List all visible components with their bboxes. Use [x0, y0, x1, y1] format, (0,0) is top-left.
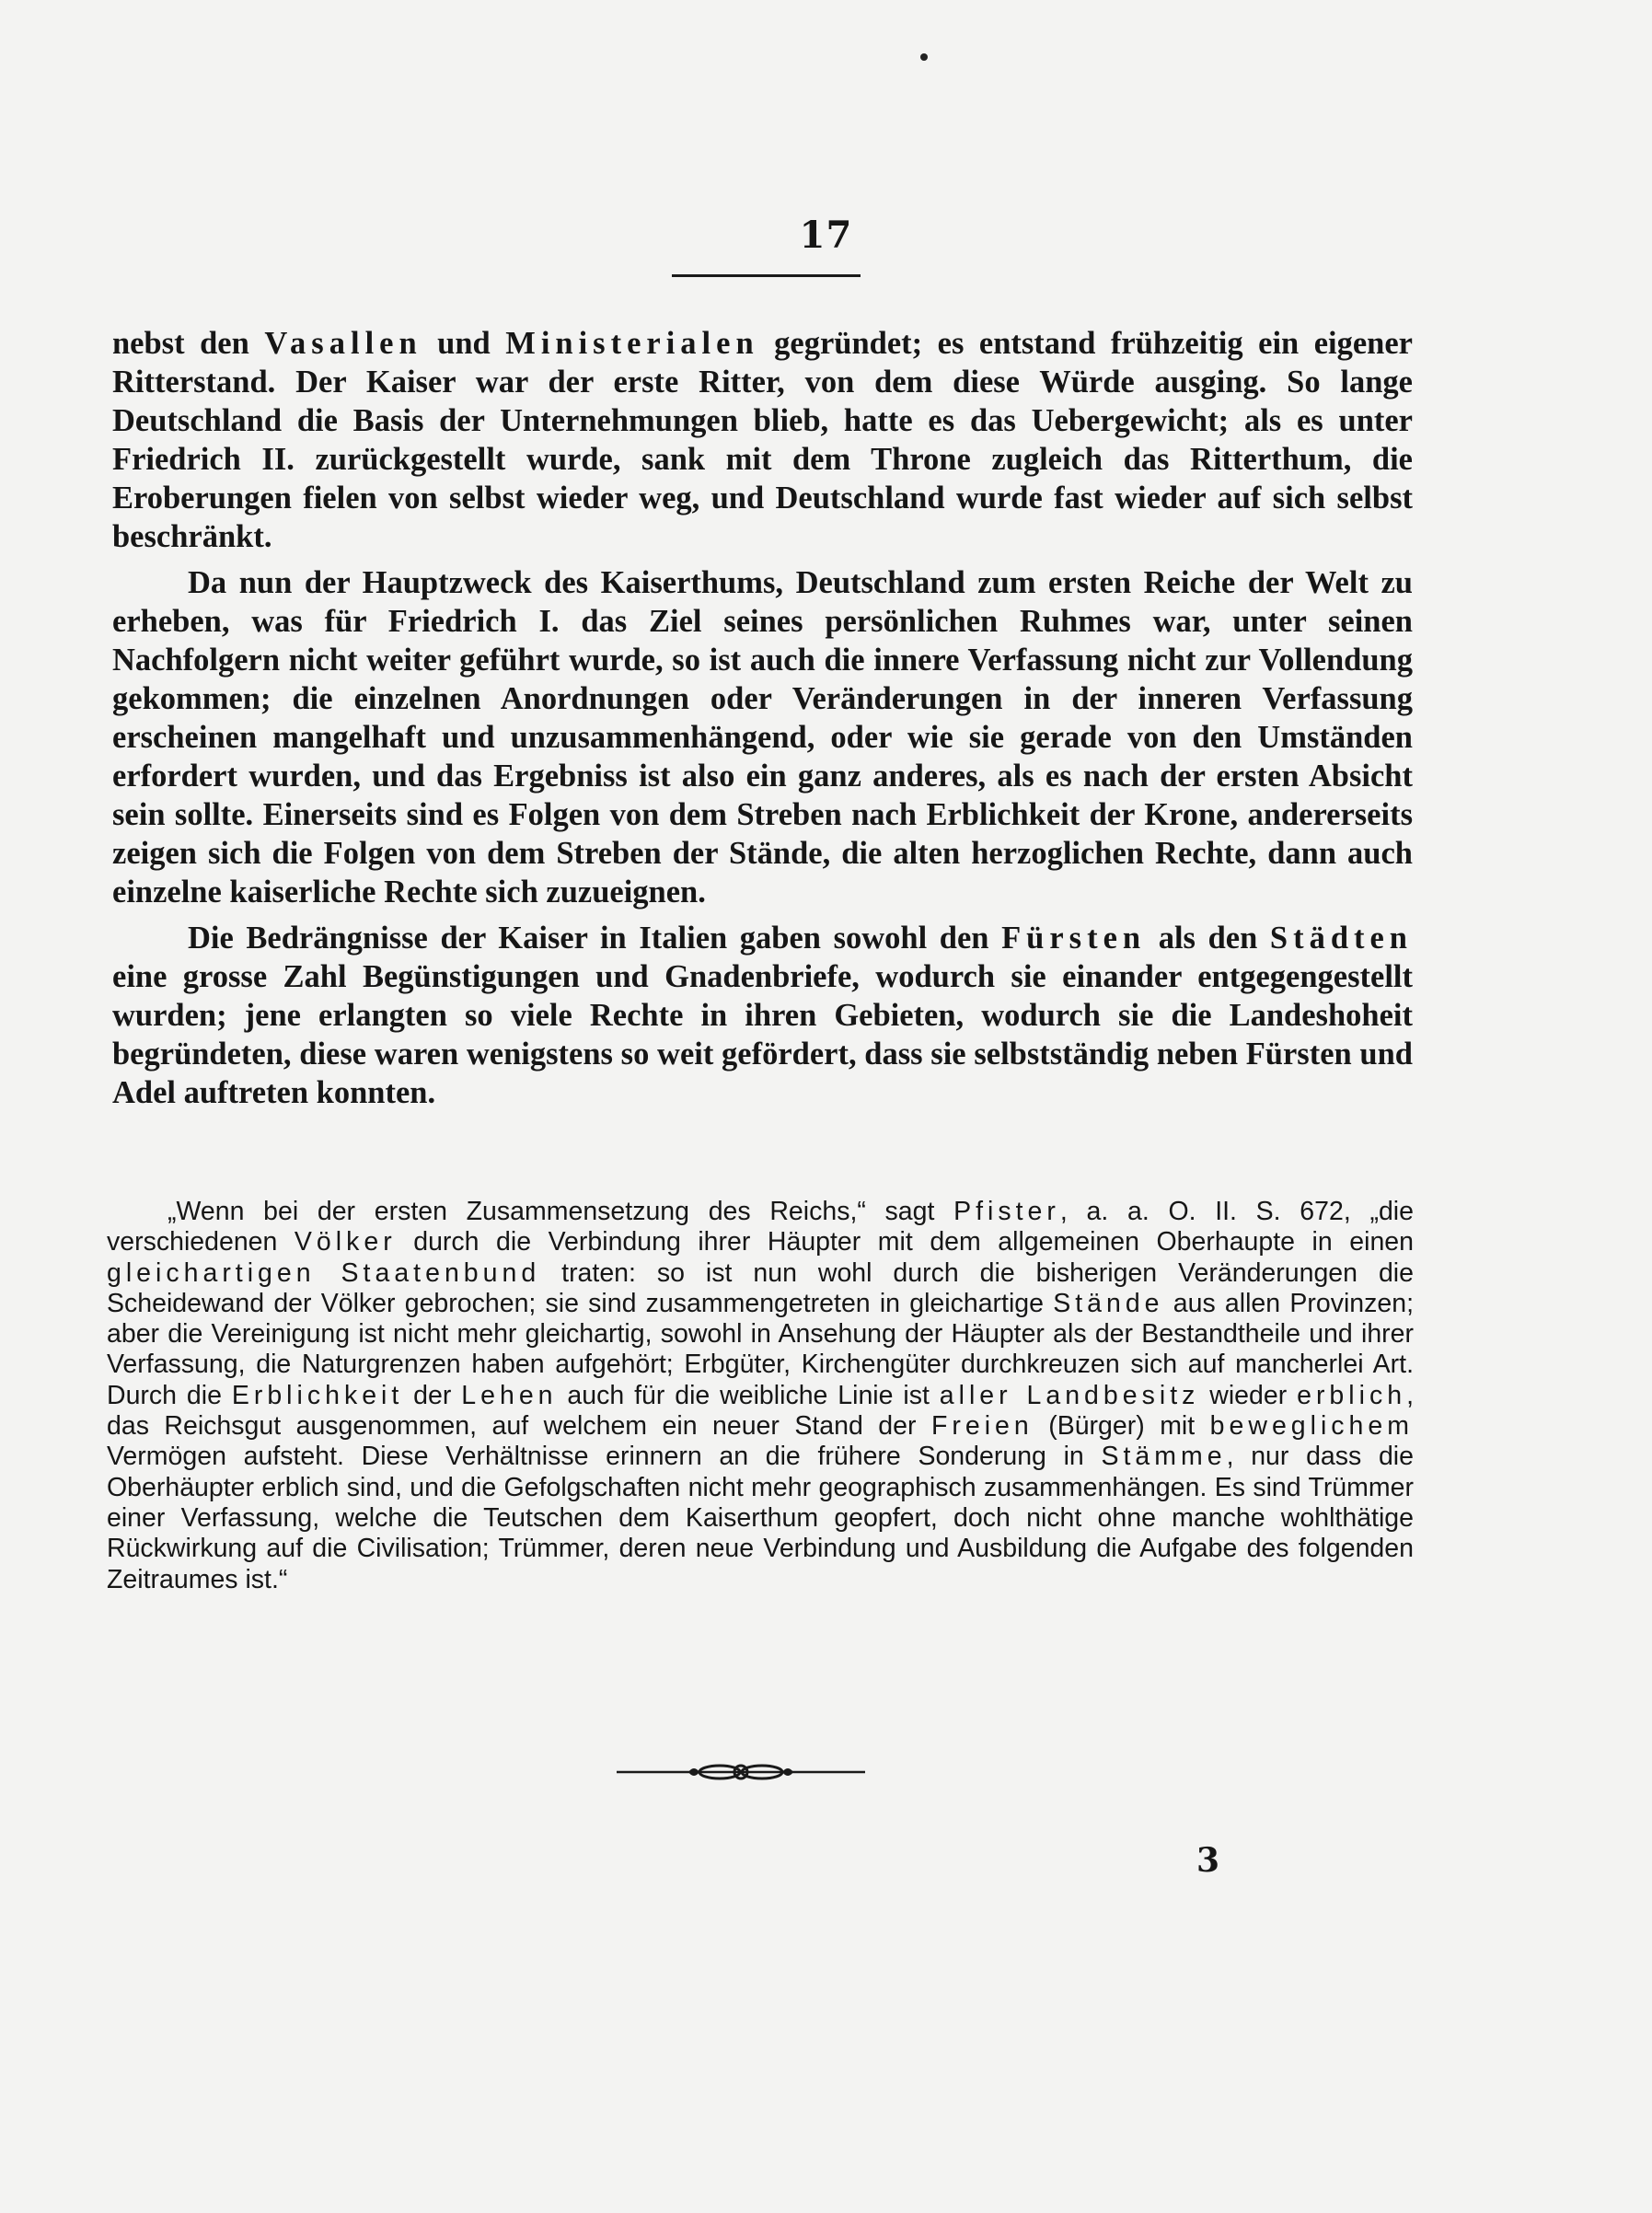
footnote-paragraph	[107, 1197, 1414, 1595]
paragraph-1-text-e: gegründet; es entstand frühzeitig ein eigener Ritterstand. Der Kaiser war der erste Ritter, von dem diese Würde ausging. So lange Deutschland die Basis der Unternehmungen blieb, hatte es das Uebergewicht; als es unter Friedrich II. zurückgestellt wurde, sank mit dem Throne zugleich das Ritterthum, die Eroberungen fielen von selbst wieder weg, und Deutschland wurde fast wieder auf sich selbst beschränkt.	[112, 326, 1413, 554]
spaced-term-staedten: Städten	[1269, 921, 1413, 956]
fn-spaced-staende: Stände	[1053, 1288, 1164, 1318]
paragraph-1-text-a: nebst den	[112, 326, 265, 361]
fn-spaced-pfister: Pfister	[953, 1197, 1060, 1226]
fn-spaced-lehen: Lehen	[461, 1380, 558, 1410]
page-number: 17	[799, 214, 853, 257]
fn-text-19: (Bürger) mit	[1033, 1411, 1210, 1442]
paragraph-1-text-c: und	[422, 326, 506, 361]
fn-text-7: traten: so ist nun wohl durch die bisherigen Veränderungen die Scheidewand der Völker gebrochen; sie sind zusammengetreten in gleichartige	[107, 1257, 1414, 1318]
fn-text-21: Vermögen aufsteht. Diese Verhältnisse erinnern an die frühere Sonderung in	[107, 1442, 1102, 1472]
paragraph-3-text-a: Die Bedrängnisse der Kaiser in Italien gaben sowohl den	[188, 921, 1002, 956]
fn-text-13: auch für die weibliche Linie ist	[557, 1380, 940, 1410]
paragraph-3	[112, 919, 1413, 1112]
paragraph-1	[112, 324, 1413, 556]
fn-spaced-beweglichem: beweglichem	[1209, 1411, 1414, 1442]
spaced-term-vasallen: Vasallen	[264, 326, 422, 361]
fn-text-5: durch die Verbindung ihrer Häupter mit dem allgemeinen Oberhaupte in einen	[396, 1227, 1414, 1257]
fn-text-3: , a. a. O. II. S. 672, „die verschiedenen	[107, 1197, 1414, 1257]
paragraph-3-text-c: als den	[1146, 921, 1270, 956]
paragraph-2: Da nun der Hauptzweck des Kaiserthums, Deutschland zum ersten Reiche der Welt zu erheben, was für Friedrich I. das Ziel seines persönlichen Ruhmes war, unter seinen Nachfolgern nicht weiter geführt wurde, so ist auch die innere Verfassung nicht zur Vollendung gekommen; die einzelnen Anordnungen oder Veränderungen in der inneren Verfassung erscheinen mangelhaft und unzusammenhängend, oder wie sie gerade von den Umständen erfordert wurden, und das Ergebniss ist also ein ganz anderes, als es nach der ersten Absicht sein sollte. Einerseits sind es Folgen von dem Streben nach Erblichkeit der Krone, andererseits zeigen sich die Folgen von dem Streben der Stände, die alten herzoglichen Rechte, dann auch einzelne kaiserliche Rechte sich zuzueignen.	[112, 565, 1413, 910]
signature-mark: 3	[1196, 1841, 1220, 1880]
fn-spaced-erblichkeit: Erblichkeit	[231, 1380, 404, 1410]
print-speck	[920, 53, 928, 61]
paragraph-3-text-e: eine grosse Zahl Begünstigungen und Gnadenbriefe, wodurch sie einander entgegengestellt wurden; jene erlangten so viele Rechte in ihren Gebieten, wodurch sie die Landeshoheit begründeten, diese waren wenigstens so weit gefördert, dass sie selbstständig neben Fürsten und Adel auftreten konnten.	[112, 959, 1413, 1110]
page-number-rule	[672, 274, 861, 277]
fn-text-15: wieder	[1199, 1380, 1298, 1410]
footnote-quote	[107, 1197, 1414, 1595]
main-text	[112, 324, 1413, 1119]
fn-spaced-freien: Freien	[930, 1411, 1034, 1442]
fn-text-1: „Wenn bei der ersten Zusammensetzung des Reichs,“ sagt	[168, 1197, 954, 1226]
fn-text-17: , das Reichsgut ausgenommen, auf welchem ein neuer Stand der	[107, 1380, 1414, 1442]
fn-spaced-staemme: Stämme	[1101, 1442, 1227, 1472]
fn-text-9: aus allen Provinzen; aber die Vereinigung ist nicht mehr gleichartig, sowohl in Ansehung der Häupter als der Bestandtheile und ihrer Verfassung, die Naturgrenzen haben aufgehört; Erbgüter, Kirchengüter durchkreuzen sich auf mancherlei Art. Durch die	[107, 1288, 1414, 1410]
fn-spaced-landbesitz: aller Landbesitz	[939, 1380, 1200, 1410]
fn-spaced-erblich: erblich	[1297, 1380, 1407, 1410]
spaced-term-ministerialen: Ministerialen	[505, 326, 759, 361]
fn-spaced-staatenbund: gleichartigen Staatenbund	[107, 1257, 541, 1288]
fn-spaced-voelker: Völker	[294, 1227, 397, 1257]
fn-text-11: der	[403, 1380, 462, 1410]
ornament-divider-icon	[617, 1761, 865, 1783]
spaced-term-fuersten: Fürsten	[1001, 921, 1147, 956]
fn-text-23: , nur dass die Oberhäupter erblich sind, und die Gefolgschaften nicht mehr geographisch zusammenhängen. Es sind Trümmer einer Verfassung, welche die Teutschen dem Kaiserthum geopfert, doch nicht ohne manche wohlthätige Rückwirkung auf die Civilisation; Trümmer, deren neue Verbindung und Ausbildung die Aufgabe des folgenden Zeitraumes ist.“	[107, 1442, 1414, 1594]
